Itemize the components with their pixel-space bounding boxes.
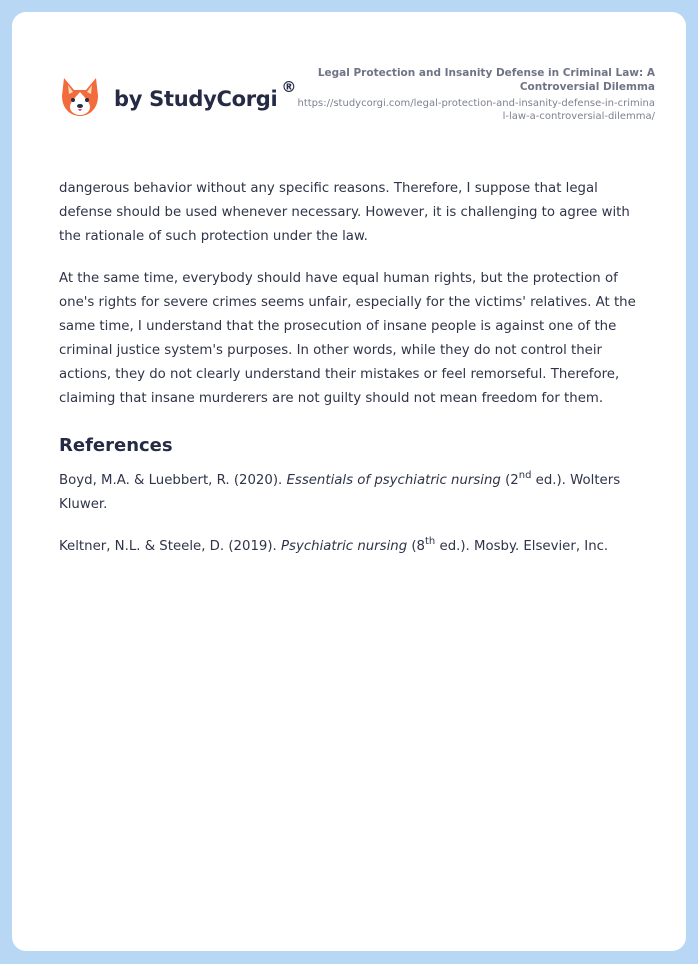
references-heading: References xyxy=(59,435,173,456)
document-url[interactable]: https://studycorgi.com/legal-protection-and-insanity-defense-in-criminal-law-a-controversial-dilemma/ xyxy=(297,98,655,122)
edition-superscript: th xyxy=(425,535,436,547)
document-page xyxy=(12,12,686,951)
document-meta xyxy=(295,66,655,123)
body-paragraph: dangerous behavior without any specific reasons. Therefore, I suppose that legal defense should be used whenever necessary. However, it is challenging to agree with the rationale of such protection under the law. xyxy=(59,181,630,244)
reference-authors: Keltner, N.L. & Steele, D. (2019). xyxy=(59,539,282,554)
reference-title: Psychiatric nursing xyxy=(281,539,408,554)
reference-edition: (2 xyxy=(500,473,519,488)
body-paragraph: At the same time, everybody should have equal human rights, but the protection of one's rights for severe crimes seems unfair, especially for the victims' relatives. At the same time, I understand that the prosecution of insane people is against one of the criminal justice system's purposes. In other words, while they do not control their actions, they do not clearly understand their mistakes or feel remorseful. Therefore, claiming that insane murderers are not guilty should not mean freedom for them. xyxy=(59,271,636,406)
reference-publisher: ed.). Wolters Kluwer. xyxy=(59,473,621,512)
corgi-icon xyxy=(60,76,100,118)
document-title: Legal Protection and Insanity Defense in Criminal Law: A Controversial Dilemma xyxy=(317,67,655,93)
registered-mark: ® xyxy=(281,78,297,96)
document-body xyxy=(59,177,655,577)
reference-authors: Boyd, M.A. & Luebbert, R. (2020). xyxy=(59,473,287,488)
studycorgi-logo[interactable] xyxy=(60,76,296,118)
reference-publisher: ed.). Mosby. Elsevier, Inc. xyxy=(435,539,609,554)
edition-superscript: nd xyxy=(518,469,532,481)
page-header xyxy=(12,12,686,162)
reference-item xyxy=(59,535,655,559)
reference-title: Essentials of psychiatric nursing xyxy=(286,473,501,488)
brand-name: by StudyCorgi xyxy=(114,87,278,111)
reference-item xyxy=(59,469,655,517)
reference-edition: (8 xyxy=(407,539,426,554)
